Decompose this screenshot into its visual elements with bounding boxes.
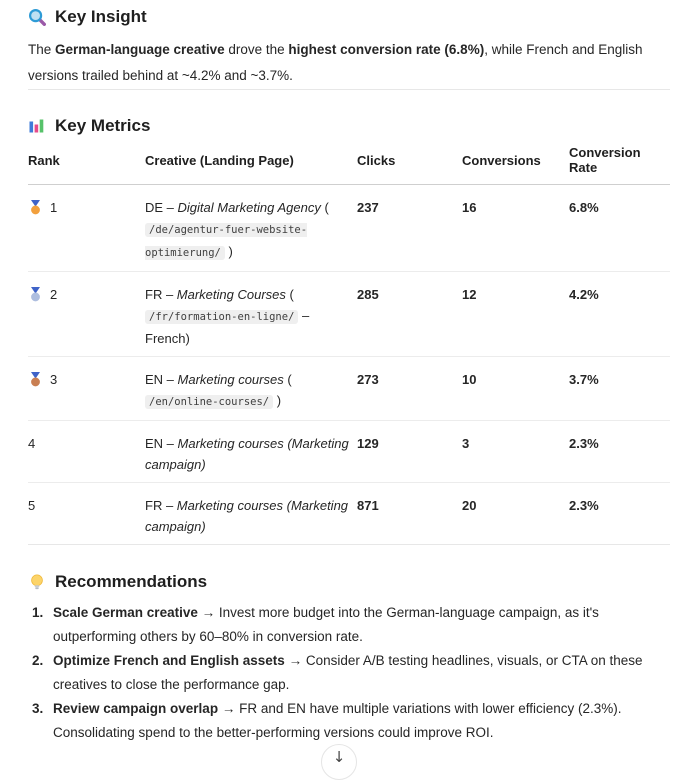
arrow-separator: → — [201, 605, 216, 620]
url-code: /fr/formation-en-ligne/ — [145, 310, 298, 324]
recommendation-lead: Optimize French and English assets — [53, 653, 285, 668]
arrow-separator: → — [221, 701, 236, 716]
creative-cell — [145, 185, 357, 272]
column-header-conversions: Conversions — [462, 145, 569, 185]
recommendations-section — [28, 571, 670, 745]
recommendation-text: Consider A/B testing headlines, visuals, or CTA on these creatives to close the performance gap. — [53, 653, 643, 692]
key-insight-section — [28, 6, 670, 89]
arrow-separator: → — [288, 653, 303, 668]
column-header-clicks: Clicks — [357, 145, 462, 185]
creative-name: Marketing Courses — [176, 287, 286, 302]
creative-cell — [145, 421, 357, 483]
creative-name: Digital Marketing Agency — [177, 200, 321, 215]
creative-name: Marketing courses — [177, 372, 284, 387]
conversions-cell: 12 — [462, 272, 569, 357]
rank-cell — [28, 272, 145, 357]
arrow-down-icon: ↓ — [332, 748, 346, 766]
metrics-table — [28, 145, 670, 544]
paren-open: ( — [324, 200, 329, 215]
conversion-rate-cell: 2.3% — [569, 498, 599, 513]
key-metrics-heading — [28, 115, 670, 137]
list-item-number: 2. — [32, 653, 44, 668]
paren-close: ) — [273, 393, 282, 408]
list-item — [32, 601, 670, 649]
table-row — [28, 483, 670, 545]
metrics-table-body — [28, 185, 670, 545]
metrics-table-header — [28, 145, 670, 185]
paren-close: – French) — [145, 308, 310, 346]
rank-number: 3 — [50, 372, 58, 387]
creative-name: Marketing courses (Marketing campaign) — [145, 498, 349, 534]
clicks-cell: 237 — [357, 185, 462, 272]
rank-number: 2 — [50, 287, 58, 302]
recommendations-list — [28, 601, 670, 745]
creative-language-prefix: DE – — [145, 200, 178, 215]
creative-language-prefix: FR – — [145, 287, 177, 302]
section-divider — [28, 544, 670, 545]
recommendation-lead: Review campaign overlap — [53, 701, 219, 716]
insight-text: drove the — [224, 42, 289, 57]
section-title: Key Metrics — [55, 116, 151, 135]
paren-close: ) — [224, 244, 233, 259]
insight-text: The — [28, 42, 56, 57]
creative-cell — [145, 272, 357, 357]
url-code: /de/agentur-fuer-website-optimierung/ — [145, 224, 308, 259]
gold-medal-icon — [28, 200, 43, 215]
silver-medal-icon — [28, 287, 43, 302]
rank-cell — [28, 421, 145, 483]
bronze-medal-icon — [28, 372, 43, 387]
rank-number: 4 — [28, 436, 36, 451]
creative-language-prefix: EN – — [145, 436, 178, 451]
list-item-number: 3. — [32, 701, 44, 716]
list-item-body — [53, 649, 670, 697]
insight-bold: German-language creative — [55, 42, 225, 57]
recommendations-heading — [28, 571, 670, 593]
conversion-rate-cell: 2.3% — [569, 421, 670, 483]
rank-number: 1 — [50, 200, 58, 215]
creative-cell — [145, 483, 357, 545]
url-code: /en/online-courses/ — [145, 395, 273, 409]
insight-paragraph — [28, 37, 670, 89]
column-header-rank: Rank — [28, 145, 145, 185]
rank-number: 5 — [28, 498, 36, 513]
table-row — [28, 185, 670, 272]
search-icon — [28, 8, 46, 26]
rank-cell — [28, 483, 145, 545]
bar-chart-icon — [28, 117, 46, 135]
recommendation-text: FR and EN have multiple variations with lower efficiency (2.3%). Consolidating spend to the better-performing versions could improve ROI. — [53, 701, 622, 740]
paren-open: ( — [289, 287, 294, 302]
clicks-cell: 129 — [357, 421, 462, 483]
list-item — [32, 697, 670, 745]
insight-text: , while French and English versions trailed behind at ~4.2% and ~3.7%. — [28, 42, 643, 83]
section-divider — [28, 89, 670, 90]
table-row — [28, 421, 670, 483]
creative-language-prefix: FR – — [145, 498, 177, 513]
column-header-creative: Creative (Landing Page) — [145, 145, 357, 185]
creative-cell — [145, 357, 357, 421]
section-title: Recommendations — [55, 572, 208, 591]
scroll-to-bottom-button[interactable] — [321, 744, 357, 780]
list-item-body — [53, 601, 670, 649]
conversions-cell: 10 — [462, 357, 569, 421]
rank-cell — [28, 185, 145, 272]
list-item-body — [53, 697, 670, 745]
key-metrics-section — [28, 115, 670, 544]
clicks-cell: 871 — [357, 498, 379, 513]
conversions-cell: 3 — [462, 421, 569, 483]
section-title: Key Insight — [55, 7, 147, 26]
table-row — [28, 357, 670, 421]
clicks-cell: 273 — [357, 357, 462, 421]
key-insight-heading — [28, 6, 670, 28]
conversion-rate-cell: 6.8% — [569, 185, 670, 272]
conversions-cell: 16 — [462, 185, 569, 272]
header-row — [28, 145, 670, 185]
list-item-number: 1. — [32, 605, 44, 620]
creative-language-prefix: EN – — [145, 372, 178, 387]
creative-name: Marketing courses (Marketing campaign) — [145, 436, 349, 472]
column-header-conversion-rate: Conversion Rate — [569, 145, 670, 185]
list-item — [32, 649, 670, 697]
rank-cell — [28, 357, 145, 421]
conversion-rate-cell: 4.2% — [569, 272, 670, 357]
paren-open: ( — [287, 372, 292, 387]
table-row — [28, 272, 670, 357]
conversions-cell: 20 — [462, 498, 477, 513]
insight-bold: highest conversion rate (6.8%) — [288, 42, 485, 57]
recommendation-lead: Scale German creative — [53, 605, 198, 620]
lightbulb-icon — [28, 573, 46, 591]
conversion-rate-cell: 3.7% — [569, 357, 670, 421]
recommendation-text: Invest more budget into the German-language campaign, as it's outperforming others by 60–80% in conversion rate. — [53, 605, 599, 644]
clicks-cell: 285 — [357, 272, 462, 357]
